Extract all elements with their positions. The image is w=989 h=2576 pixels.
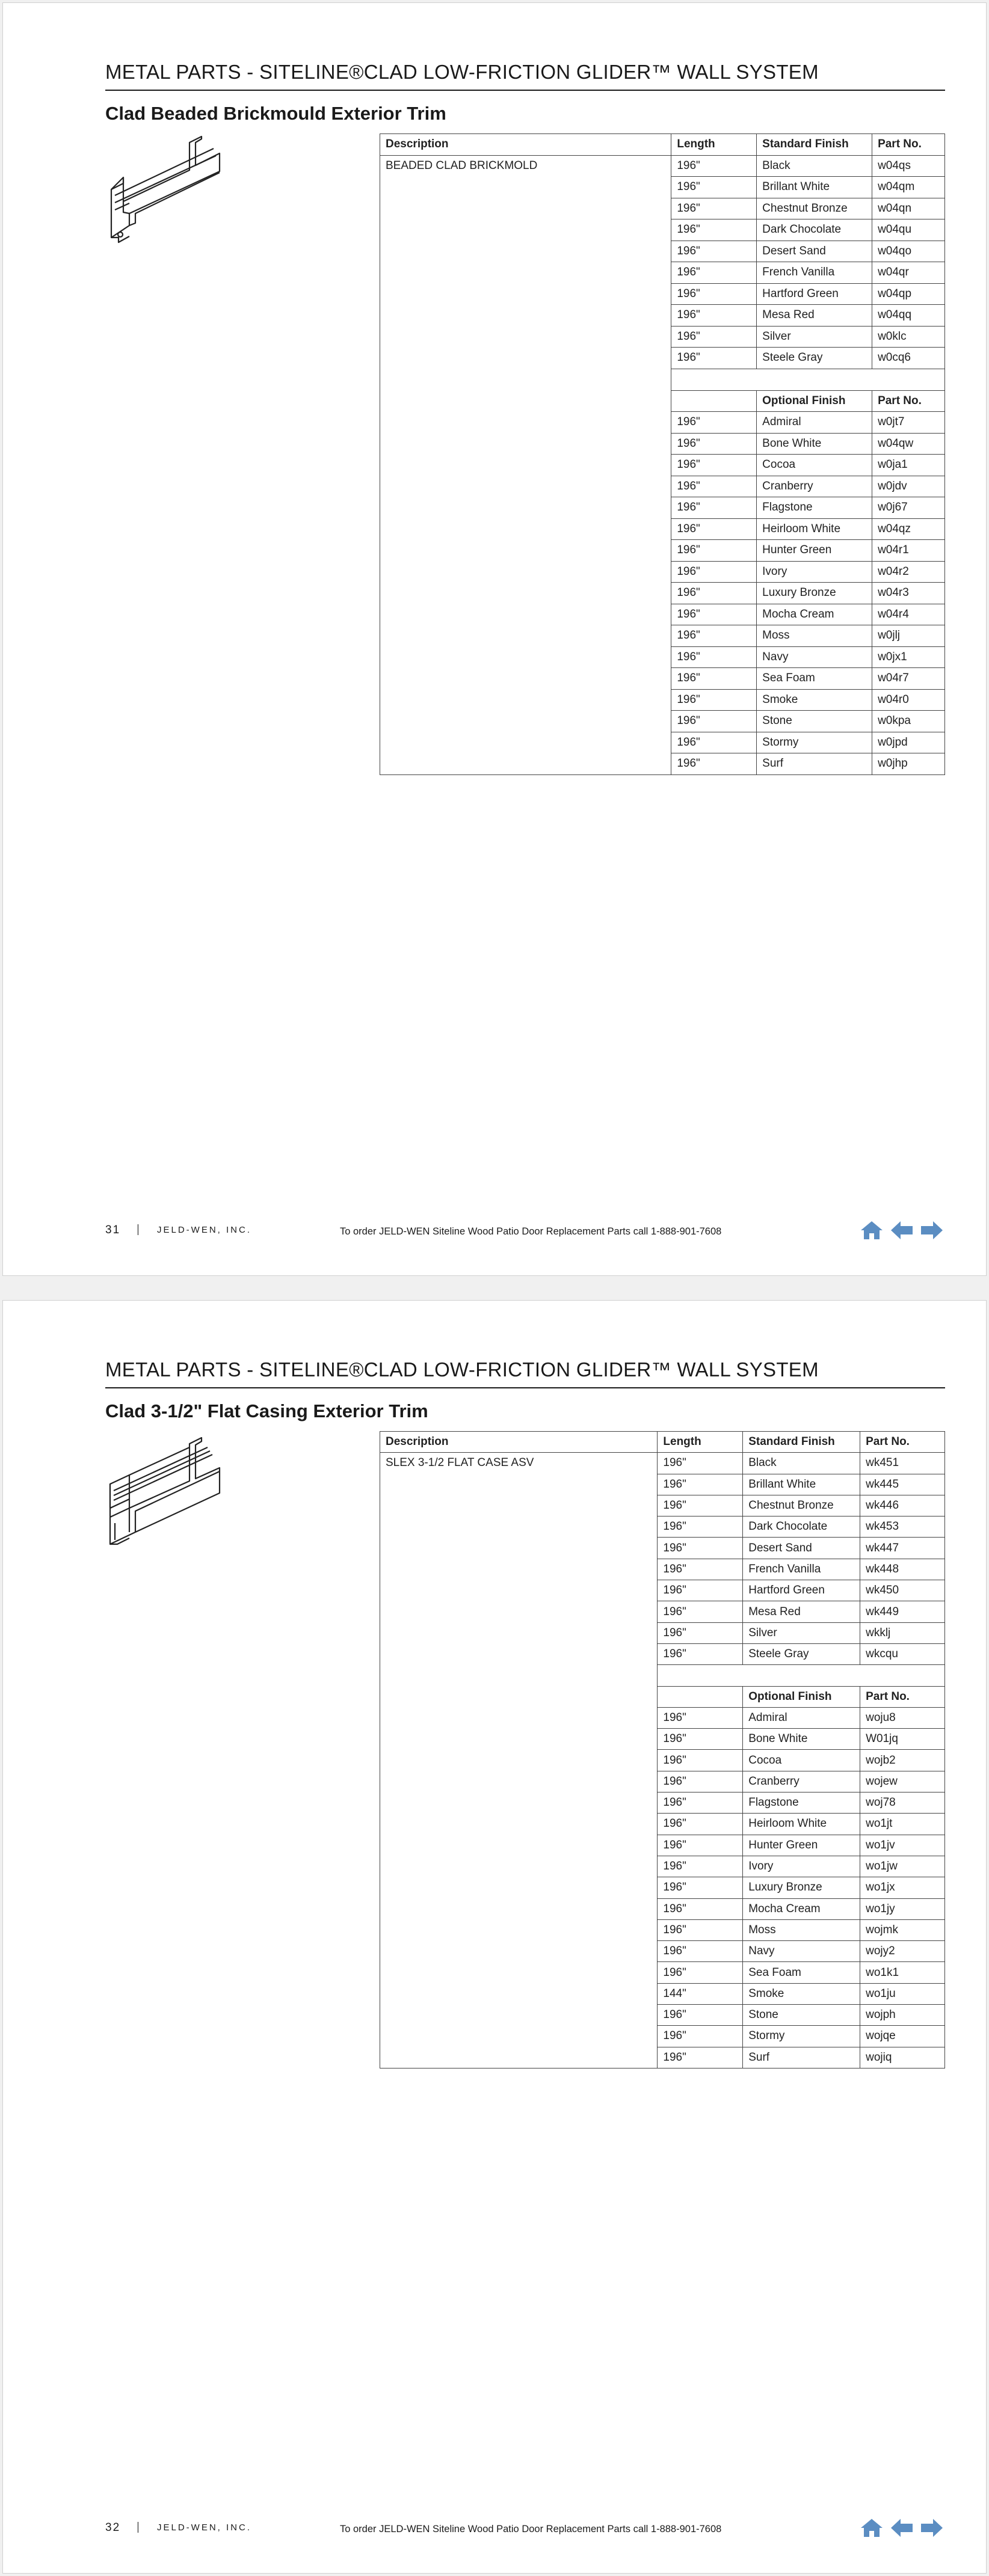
part-number-cell: wo1jy — [860, 1898, 945, 1919]
arrow-left-icon[interactable] — [890, 2518, 914, 2538]
part-number-cell: wo1k1 — [860, 1962, 945, 1983]
catalog-page-32 — [2, 1300, 987, 2574]
part-number-cell: wojph — [860, 2005, 945, 2026]
table-row — [380, 155, 945, 177]
length-cell: 196" — [671, 668, 757, 690]
footer-separator: | — [137, 2521, 140, 2533]
part-number-cell: w0ja1 — [872, 455, 945, 476]
length-cell: 196" — [671, 326, 757, 348]
finish-cell: French Vanilla — [757, 262, 872, 284]
length-cell: 196" — [658, 1622, 743, 1643]
finish-cell: Mesa Red — [743, 1601, 860, 1622]
part-number-cell: w04qm — [872, 177, 945, 198]
length-cell: 196" — [671, 433, 757, 455]
finish-cell: Chestnut Bronze — [743, 1495, 860, 1516]
length-cell: 196" — [658, 2005, 743, 2026]
part-number-cell: w04qn — [872, 198, 945, 219]
length-cell: 196" — [671, 711, 757, 732]
part-number-cell: w04r3 — [872, 583, 945, 604]
length-cell: 196" — [658, 1516, 743, 1538]
length-cell: 196" — [658, 2047, 743, 2068]
finish-cell: Stone — [743, 2005, 860, 2026]
spacer-cell — [658, 1665, 945, 1686]
length-cell: 196" — [658, 1729, 743, 1750]
length-header: Length — [658, 1432, 743, 1453]
section-title: Clad 3-1/2" Flat Casing Exterior Trim — [105, 1400, 428, 1421]
finish-cell: Ivory — [757, 561, 872, 583]
finish-cell: Ivory — [743, 1856, 860, 1877]
finish-cell: Hartford Green — [743, 1580, 860, 1601]
length-cell: 196" — [671, 689, 757, 711]
length-cell: 196" — [671, 732, 757, 753]
empty-length-header — [671, 390, 757, 412]
length-cell: 196" — [658, 1750, 743, 1771]
part-number-cell: w0jlj — [872, 625, 945, 647]
company-name: JELD-WEN, INC. — [157, 2522, 252, 2533]
finish-cell: Bone White — [757, 433, 872, 455]
page-navigation — [860, 1220, 945, 1242]
finish-cell: Mesa Red — [757, 305, 872, 327]
finish-cell: Cranberry — [757, 476, 872, 497]
part-number-cell: wojmk — [860, 1919, 945, 1940]
part-number-cell: wojy2 — [860, 1941, 945, 1962]
table-header-row — [380, 1432, 945, 1453]
length-cell: 196" — [671, 305, 757, 327]
part-number-cell: wojb2 — [860, 1750, 945, 1771]
page-number: 31 — [105, 1224, 121, 1236]
finish-cell: Admiral — [743, 1707, 860, 1728]
length-cell: 196" — [658, 1792, 743, 1814]
length-cell: 196" — [658, 1835, 743, 1856]
part-number-cell: w04qq — [872, 305, 945, 327]
optional-finish-header: Optional Finish — [743, 1686, 860, 1707]
part-number-cell: woju8 — [860, 1707, 945, 1728]
optional-finish-header: Optional Finish — [757, 390, 872, 412]
page-navigation — [860, 2518, 945, 2539]
spacer-cell — [671, 369, 945, 390]
page-header: METAL PARTS - SITELINE®CLAD LOW-FRICTION GLIDER™ WALL SYSTEM — [105, 61, 819, 83]
finish-cell: Dark Chocolate — [757, 219, 872, 241]
finish-cell: Silver — [757, 326, 872, 348]
part-number-cell: w04r4 — [872, 604, 945, 625]
part-number-cell: wo1jv — [860, 1835, 945, 1856]
part-number-cell: w04qw — [872, 433, 945, 455]
description-header: Description — [380, 1432, 658, 1453]
length-cell: 196" — [671, 283, 757, 305]
part-number-cell: wk446 — [860, 1495, 945, 1516]
standard-finish-header: Standard Finish — [743, 1432, 860, 1453]
length-cell: 196" — [658, 1559, 743, 1580]
length-cell: 196" — [671, 348, 757, 369]
part-number-cell: wk448 — [860, 1559, 945, 1580]
length-cell: 196" — [658, 1814, 743, 1835]
part-number-cell: w0jdv — [872, 476, 945, 497]
length-cell: 196" — [658, 1898, 743, 1919]
length-cell: 196" — [671, 198, 757, 219]
part-number-cell: wo1jx — [860, 1877, 945, 1898]
length-cell: 196" — [658, 1474, 743, 1495]
length-cell: 196" — [658, 1707, 743, 1728]
length-cell: 196" — [671, 583, 757, 604]
part-number-cell: w04r1 — [872, 540, 945, 562]
item-description: BEADED CLAD BRICKMOLD — [380, 155, 671, 774]
part-number-cell: w0j67 — [872, 497, 945, 519]
length-cell: 196" — [671, 646, 757, 668]
length-cell: 196" — [658, 1643, 743, 1664]
finish-cell: Heirloom White — [757, 518, 872, 540]
part-number-cell: wk451 — [860, 1453, 945, 1474]
part-number-cell: wk449 — [860, 1601, 945, 1622]
page-header: METAL PARTS - SITELINE®CLAD LOW-FRICTION GLIDER™ WALL SYSTEM — [105, 1358, 819, 1381]
header-rule — [105, 90, 945, 91]
part-number-cell: w04qs — [872, 155, 945, 177]
company-name: JELD-WEN, INC. — [157, 1225, 252, 1235]
part-number-cell: wo1jw — [860, 1856, 945, 1877]
finish-cell: Sea Foam — [743, 1962, 860, 1983]
finish-cell: Surf — [757, 753, 872, 775]
flat-casing-profile-illustration — [105, 1433, 226, 1577]
length-cell: 196" — [671, 753, 757, 775]
home-icon[interactable] — [860, 1220, 884, 1240]
length-cell: 196" — [671, 412, 757, 434]
finish-cell: Smoke — [743, 1983, 860, 2004]
part-no-header: Part No. — [872, 390, 945, 412]
finish-cell: Moss — [757, 625, 872, 647]
length-cell: 196" — [671, 455, 757, 476]
arrow-left-icon[interactable] — [890, 1220, 914, 1240]
length-cell: 144" — [658, 1983, 743, 2004]
length-cell: 196" — [671, 476, 757, 497]
part-number-cell: wkcqu — [860, 1643, 945, 1664]
length-cell: 196" — [671, 497, 757, 519]
finish-cell: Stormy — [743, 2026, 860, 2047]
length-cell: 196" — [671, 262, 757, 284]
finish-cell: French Vanilla — [743, 1559, 860, 1580]
part-no-header: Part No. — [872, 134, 945, 156]
section-title: Clad Beaded Brickmould Exterior Trim — [105, 103, 446, 124]
finish-cell: Mocha Cream — [757, 604, 872, 625]
catalog-page-31 — [2, 2, 987, 1276]
part-number-cell: w0klc — [872, 326, 945, 348]
header-rule — [105, 1387, 945, 1388]
length-cell: 196" — [658, 1962, 743, 1983]
part-number-cell: w04qo — [872, 241, 945, 262]
length-cell: 196" — [658, 1877, 743, 1898]
length-header: Length — [671, 134, 757, 156]
length-cell: 196" — [671, 177, 757, 198]
item-description: SLEX 3-1/2 FLAT CASE ASV — [380, 1453, 658, 2068]
finish-cell: Stormy — [757, 732, 872, 753]
part-number-cell: W01jq — [860, 1729, 945, 1750]
part-no-header: Part No. — [860, 1686, 945, 1707]
finish-cell: Steele Gray — [757, 348, 872, 369]
part-number-cell: wo1jt — [860, 1814, 945, 1835]
finish-cell: Black — [743, 1453, 860, 1474]
table-header-row — [380, 134, 945, 156]
length-cell: 196" — [658, 1495, 743, 1516]
finish-cell: Luxury Bronze — [743, 1877, 860, 1898]
length-cell: 196" — [671, 518, 757, 540]
page-footer — [105, 2518, 945, 2542]
part-number-cell: wo1ju — [860, 1983, 945, 2004]
part-number-cell: w04qu — [872, 219, 945, 241]
finish-cell: Cocoa — [757, 455, 872, 476]
finish-cell: Navy — [757, 646, 872, 668]
length-cell: 196" — [658, 1856, 743, 1877]
arrow-right-icon[interactable] — [920, 2518, 944, 2538]
standard-finish-header: Standard Finish — [757, 134, 872, 156]
part-number-cell: wk450 — [860, 1580, 945, 1601]
part-number-cell: wk445 — [860, 1474, 945, 1495]
length-cell: 196" — [671, 540, 757, 562]
part-number-cell: wk447 — [860, 1538, 945, 1559]
table-row — [380, 1453, 945, 1474]
length-cell: 196" — [671, 561, 757, 583]
part-number-cell: w04qz — [872, 518, 945, 540]
finish-cell: Navy — [743, 1941, 860, 1962]
length-cell: 196" — [658, 2026, 743, 2047]
part-number-cell: w0cq6 — [872, 348, 945, 369]
part-number-cell: w04r2 — [872, 561, 945, 583]
page-number: 32 — [105, 2521, 121, 2534]
length-cell: 196" — [671, 219, 757, 241]
finish-cell: Flagstone — [757, 497, 872, 519]
part-number-cell: w04r0 — [872, 689, 945, 711]
finish-cell: Heirloom White — [743, 1814, 860, 1835]
finish-cell: Smoke — [757, 689, 872, 711]
part-number-cell: wojiq — [860, 2047, 945, 2068]
finish-cell: Silver — [743, 1622, 860, 1643]
part-number-cell: wojew — [860, 1771, 945, 1792]
order-info: To order JELD-WEN Siteline Wood Patio Door Replacement Parts call 1-888-901-7608 — [340, 1226, 722, 1237]
finish-cell: Brillant White — [743, 1474, 860, 1495]
finish-cell: Hunter Green — [743, 1835, 860, 1856]
parts-table — [380, 133, 945, 775]
finish-cell: Surf — [743, 2047, 860, 2068]
part-number-cell: w04r7 — [872, 668, 945, 690]
part-number-cell: w0jpd — [872, 732, 945, 753]
length-cell: 196" — [658, 1601, 743, 1622]
part-number-cell: w0jx1 — [872, 646, 945, 668]
length-cell: 196" — [671, 625, 757, 647]
length-cell: 196" — [671, 155, 757, 177]
finish-cell: Bone White — [743, 1729, 860, 1750]
length-cell: 196" — [658, 1538, 743, 1559]
finish-cell: Dark Chocolate — [743, 1516, 860, 1538]
part-no-header: Part No. — [860, 1432, 945, 1453]
finish-cell: Desert Sand — [743, 1538, 860, 1559]
parts-table — [380, 1431, 945, 2068]
finish-cell: Admiral — [757, 412, 872, 434]
length-cell: 196" — [658, 1919, 743, 1940]
part-number-cell: wkklj — [860, 1622, 945, 1643]
part-number-cell: wk453 — [860, 1516, 945, 1538]
finish-cell: Mocha Cream — [743, 1898, 860, 1919]
finish-cell: Cocoa — [743, 1750, 860, 1771]
part-number-cell: wojqe — [860, 2026, 945, 2047]
part-number-cell: w04qp — [872, 283, 945, 305]
finish-cell: Black — [757, 155, 872, 177]
finish-cell: Desert Sand — [757, 241, 872, 262]
brickmould-profile-illustration — [105, 135, 226, 280]
length-cell: 196" — [671, 604, 757, 625]
part-number-cell: w04qr — [872, 262, 945, 284]
part-number-cell: w0jhp — [872, 753, 945, 775]
finish-cell: Moss — [743, 1919, 860, 1940]
finish-cell: Chestnut Bronze — [757, 198, 872, 219]
arrow-right-icon[interactable] — [920, 1220, 944, 1240]
finish-cell: Sea Foam — [757, 668, 872, 690]
finish-cell: Flagstone — [743, 1792, 860, 1814]
home-icon[interactable] — [860, 2518, 884, 2538]
footer-separator: | — [137, 1223, 140, 1236]
description-header: Description — [380, 134, 671, 156]
part-number-cell: woj78 — [860, 1792, 945, 1814]
finish-cell: Luxury Bronze — [757, 583, 872, 604]
finish-cell: Hunter Green — [757, 540, 872, 562]
length-cell: 196" — [658, 1941, 743, 1962]
finish-cell: Brillant White — [757, 177, 872, 198]
finish-cell: Stone — [757, 711, 872, 732]
empty-length-header — [658, 1686, 743, 1707]
page-footer — [105, 1220, 945, 1244]
length-cell: 196" — [658, 1771, 743, 1792]
part-number-cell: w0kpa — [872, 711, 945, 732]
order-info: To order JELD-WEN Siteline Wood Patio Door Replacement Parts call 1-888-901-7608 — [340, 2524, 722, 2535]
finish-cell: Cranberry — [743, 1771, 860, 1792]
length-cell: 196" — [671, 241, 757, 262]
finish-cell: Steele Gray — [743, 1643, 860, 1664]
finish-cell: Hartford Green — [757, 283, 872, 305]
part-number-cell: w0jt7 — [872, 412, 945, 434]
length-cell: 196" — [658, 1453, 743, 1474]
length-cell: 196" — [658, 1580, 743, 1601]
